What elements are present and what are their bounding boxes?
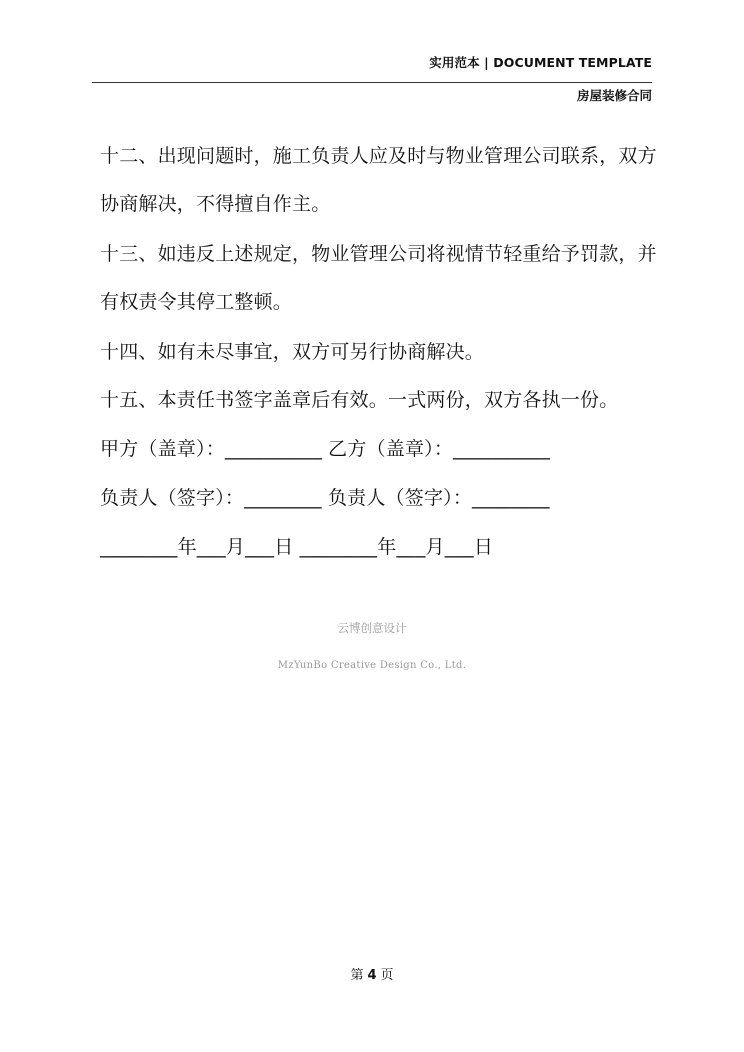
page-header [0,0,744,103]
clause-12-line-1: 十二、出现问题时，施工负责人应及时与物业管理公司联系，双方 [100,145,657,167]
clause-15: 十五、本责任书签字盖章后有效。一式两份，双方各执一份。 [100,389,619,411]
clause-14: 十四、如有未尽事宜，双方可另行协商解决。 [100,341,485,363]
signature-line: 负责人（签字）：________ 负责人（签字）：________ [100,487,550,509]
footer-company-cn: 云博创意设计 [337,621,407,635]
date-line: ________年___月___日 ________年___月___日 [100,536,494,558]
page-number-value: 4 [367,968,377,983]
header-divider [92,82,652,83]
page-number-prefix: 第 [350,968,364,983]
header-subtitle: 房屋装修合同 [576,88,652,103]
page-number [0,964,744,983]
clause-13-line-1: 十三、如违反上述规定，物业管理公司将视情节轻重给予罚款，并 [100,243,657,265]
seal-line: 甲方（盖章）：__________ 乙方（盖章）：__________ [100,438,551,460]
clause-13-line-2: 有权责令其停工整顿。 [100,291,293,313]
clause-12-line-2: 协商解决，不得擅自作主。 [100,193,331,215]
footer-company-en: MzYunBo Creative Design Co., Ltd. [277,660,467,671]
page-number-suffix: 页 [380,968,394,983]
header-title: 实用范本 | DOCUMENT TEMPLATE [429,55,652,70]
